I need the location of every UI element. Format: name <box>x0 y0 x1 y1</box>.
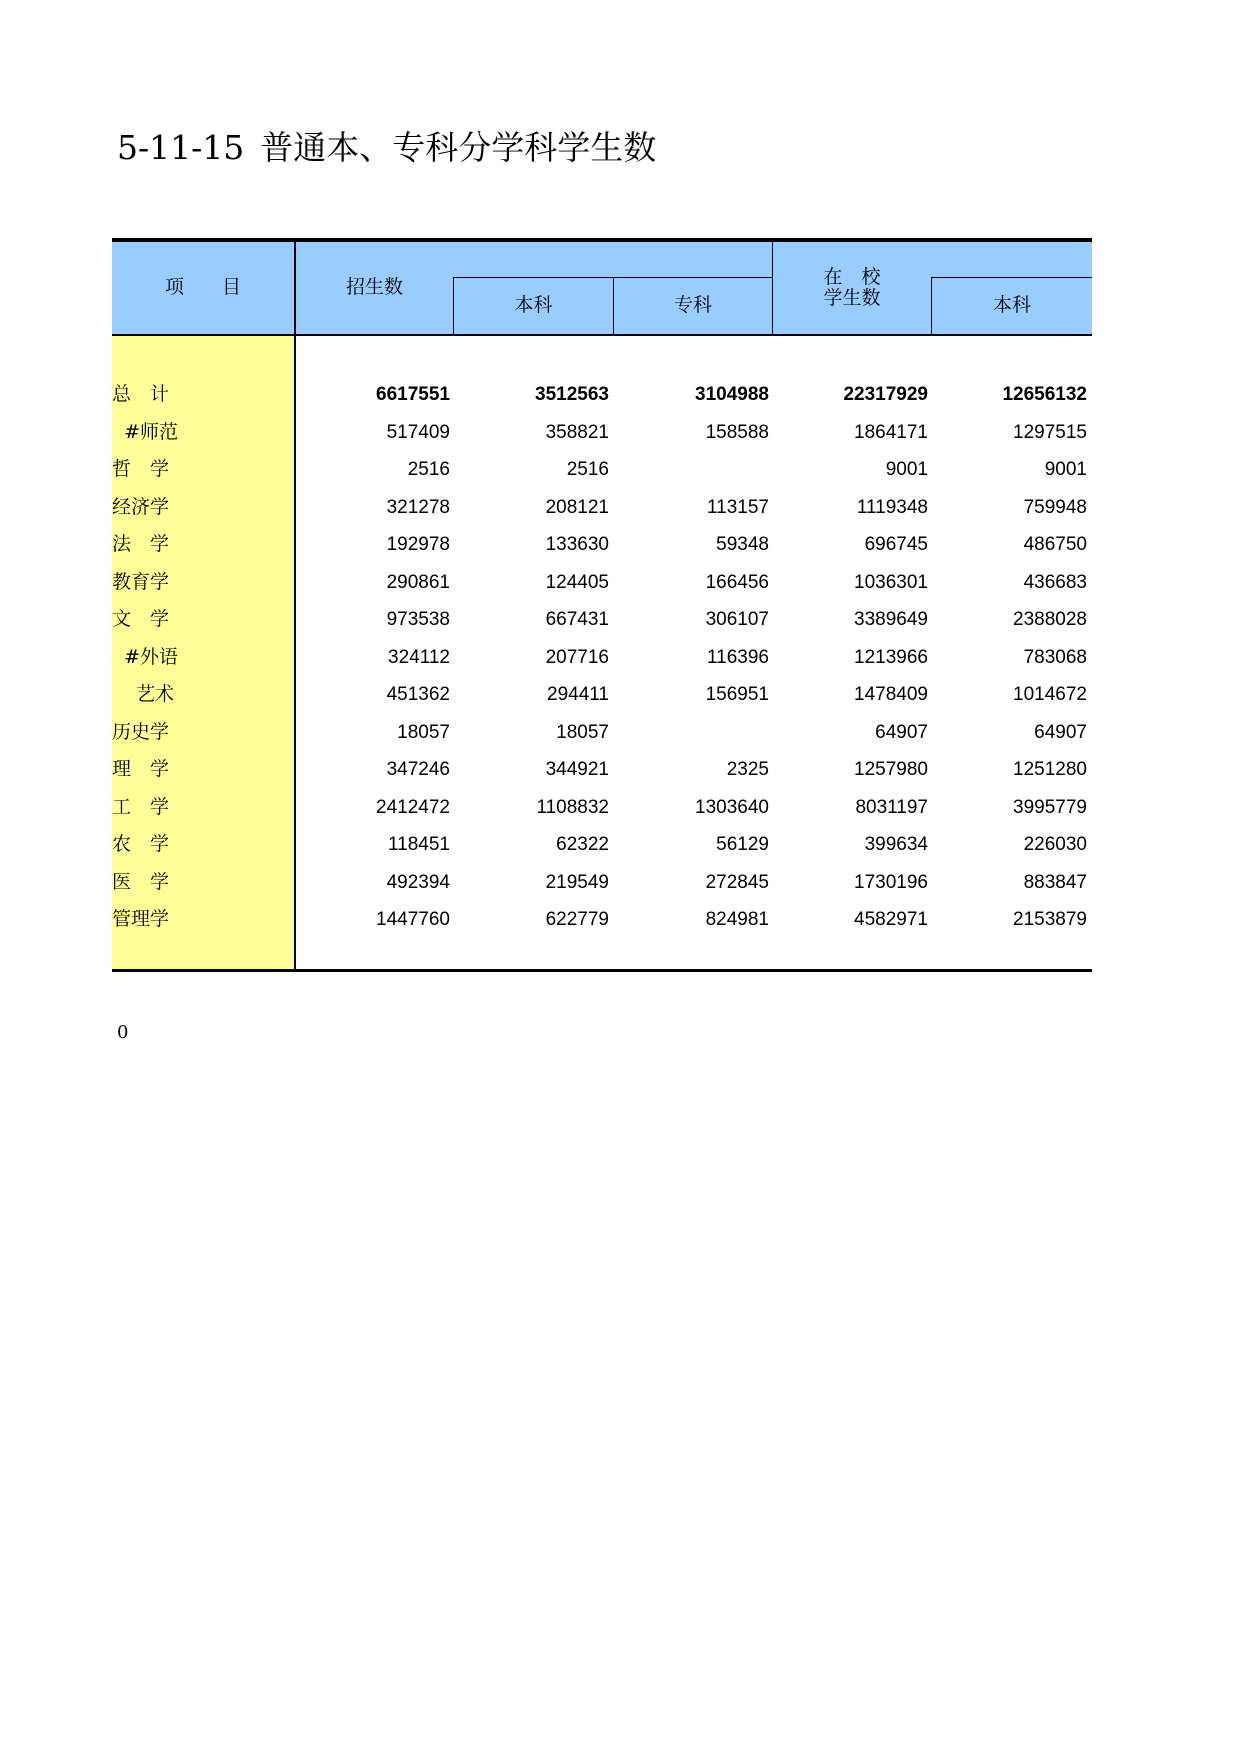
in-school-total: 399634 <box>864 834 928 855</box>
in-school-total: 696745 <box>864 534 928 555</box>
row-label: 总 计 <box>112 383 170 405</box>
in-school-total: 9001 <box>885 459 928 480</box>
in-school-total: 1257980 <box>854 759 928 780</box>
in-school-total: 1730196 <box>854 871 928 893</box>
in-school-total: 8031197 <box>855 796 928 818</box>
enroll-bachelor: 2516 <box>566 459 609 480</box>
header-subrule <box>931 277 1092 278</box>
in-school-bachelor: 1297515 <box>1013 421 1087 443</box>
enroll-junior: 272845 <box>705 871 769 893</box>
enroll-bachelor: 18057 <box>556 721 609 743</box>
table-row <box>112 414 1092 452</box>
row-label: 经济学 <box>112 495 170 518</box>
in-school-total: 1119348 <box>856 496 928 518</box>
in-school-bachelor: 1251280 <box>1013 759 1087 780</box>
in-school-total: 3389649 <box>854 609 928 630</box>
in-school-total: 1036301 <box>854 571 928 593</box>
enroll-junior <box>619 451 769 489</box>
enroll-junior: 156951 <box>705 684 769 705</box>
enroll-total: 2516 <box>407 459 450 480</box>
enroll-total: 324112 <box>388 646 450 668</box>
row-label: 历史学 <box>112 720 170 743</box>
enroll-bachelor: 219549 <box>545 871 609 893</box>
table-row <box>112 714 1092 752</box>
enroll-junior: 306107 <box>705 609 769 630</box>
in-school-total: 22317929 <box>843 384 928 405</box>
enroll-bachelor: 358821 <box>545 421 609 443</box>
table-row <box>112 601 1092 639</box>
row-label: 教育学 <box>112 570 170 593</box>
in-school-bachelor: 3995779 <box>1013 796 1087 818</box>
table-row <box>112 489 1092 527</box>
enroll-bachelor: 62322 <box>556 834 609 855</box>
row-label: 医 学 <box>112 870 170 893</box>
enroll-junior: 59348 <box>716 534 769 555</box>
enroll-total: 1447760 <box>376 909 450 930</box>
in-school-bachelor: 9001 <box>1044 459 1087 480</box>
header-subrule <box>453 277 772 278</box>
table-row <box>112 751 1092 789</box>
header-in-school-bachelor: 本科 <box>992 294 1031 316</box>
table-title: 普通本、专科分学科学生数 <box>260 128 657 167</box>
header-enroll-bachelor: 本科 <box>514 294 553 316</box>
enroll-bachelor: 124405 <box>545 571 609 593</box>
in-school-bachelor: 226030 <box>1023 834 1087 855</box>
row-label: 工 学 <box>112 795 170 818</box>
row-label: 艺术 <box>112 683 175 705</box>
enroll-total: 517409 <box>386 421 450 443</box>
row-label: 管理学 <box>112 908 170 930</box>
table-row <box>112 639 1092 677</box>
in-school-bachelor: 64907 <box>1034 721 1087 743</box>
enroll-total: 2412472 <box>376 796 450 818</box>
header-in-school-line2: 学生数 <box>823 287 881 309</box>
page-title <box>117 122 656 169</box>
enroll-total: 347246 <box>386 759 450 780</box>
row-label: 哲 学 <box>112 458 170 480</box>
enroll-bachelor: 622779 <box>545 909 609 930</box>
enroll-junior: 158588 <box>705 421 769 443</box>
row-label: #师范 <box>112 420 178 443</box>
in-school-total: 64907 <box>875 721 928 743</box>
enroll-total: 492394 <box>386 871 450 893</box>
enroll-total: 290861 <box>386 571 450 593</box>
enroll-junior: 824981 <box>705 909 769 930</box>
enroll-total: 451362 <box>386 684 450 705</box>
enroll-bachelor: 133630 <box>545 534 609 555</box>
top-border <box>112 238 1092 242</box>
enroll-bachelor: 207716 <box>545 646 609 668</box>
in-school-total: 1213966 <box>854 646 928 668</box>
enroll-bachelor: 667431 <box>545 609 609 630</box>
enroll-junior: 3104988 <box>695 384 769 405</box>
in-school-bachelor: 783068 <box>1023 646 1087 668</box>
table-number: 5-11-15 <box>117 128 245 167</box>
row-label: #外语 <box>112 645 178 668</box>
enroll-junior: 56129 <box>716 834 769 855</box>
table-row <box>112 564 1092 602</box>
row-label: 农 学 <box>112 833 170 855</box>
in-school-bachelor: 883847 <box>1023 871 1087 893</box>
table-row-total <box>112 376 1092 414</box>
bottom-border <box>112 969 1092 972</box>
in-school-bachelor: 436683 <box>1023 571 1087 593</box>
enroll-bachelor: 1108832 <box>536 796 609 818</box>
enroll-junior: 2325 <box>726 759 769 780</box>
header-bottom-border <box>112 334 1092 336</box>
header-item: 项 目 <box>164 276 241 298</box>
row-label: 法 学 <box>112 533 170 555</box>
enroll-junior: 113157 <box>707 496 769 518</box>
in-school-total: 1864171 <box>854 421 928 443</box>
enroll-total: 973538 <box>386 609 450 630</box>
header-enroll-junior: 专科 <box>673 294 712 316</box>
in-school-total: 1478409 <box>854 684 928 705</box>
enroll-total: 321278 <box>386 496 450 518</box>
enroll-junior: 166456 <box>705 571 769 593</box>
enroll-bachelor: 294411 <box>547 684 609 705</box>
enroll-bachelor: 3512563 <box>535 384 609 405</box>
enroll-bachelor: 344921 <box>545 759 609 780</box>
enroll-total: 192978 <box>386 534 450 555</box>
statistics-table <box>112 238 1092 972</box>
in-school-bachelor: 1014672 <box>1013 684 1087 705</box>
in-school-bachelor: 2388028 <box>1013 609 1087 630</box>
in-school-bachelor: 486750 <box>1023 534 1087 555</box>
enroll-junior <box>619 714 769 752</box>
row-label: 文 学 <box>112 608 170 630</box>
header-in-school-line1: 在 校 <box>823 266 881 288</box>
table-row <box>112 676 1092 714</box>
enroll-junior: 116396 <box>707 646 769 668</box>
in-school-bachelor: 2153879 <box>1013 909 1087 930</box>
in-school-total: 4582971 <box>854 909 928 930</box>
table-row <box>112 789 1092 827</box>
enroll-total: 118451 <box>388 834 450 855</box>
enroll-bachelor: 208121 <box>545 496 609 518</box>
enroll-total: 6617551 <box>376 384 450 405</box>
in-school-bachelor: 12656132 <box>1002 384 1087 405</box>
enroll-total: 18057 <box>397 721 450 743</box>
row-label: 理 学 <box>112 758 170 780</box>
enroll-junior: 1303640 <box>695 796 769 818</box>
footnote: 0 <box>117 1022 129 1043</box>
table-row <box>112 901 1092 939</box>
table-row <box>112 526 1092 564</box>
header-enroll: 招生数 <box>345 276 403 298</box>
table-row <box>112 451 1092 489</box>
table-row <box>112 864 1092 902</box>
in-school-bachelor: 759948 <box>1023 496 1087 518</box>
table-row <box>112 826 1092 864</box>
